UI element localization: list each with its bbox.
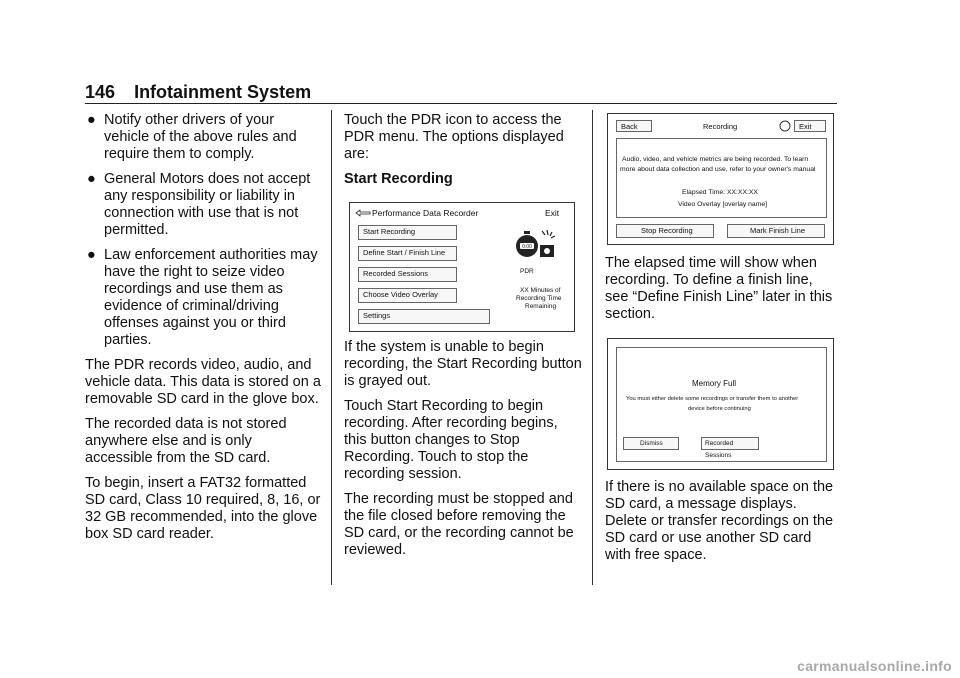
back-button[interactable]: Back <box>616 120 652 132</box>
column-2 <box>344 112 582 196</box>
exit-button[interactable]: Exit <box>794 120 826 132</box>
paragraph: If the system is unable to begin recording, the Start Recording button is grayed out. <box>344 339 582 389</box>
column-2-lower <box>344 339 582 567</box>
paragraph: The recorded data is not stored anywhere else and is only accessible from the SD card. <box>85 416 287 466</box>
choose-video-overlay-button[interactable]: Choose Video Overlay <box>358 288 457 303</box>
column-3 <box>605 255 840 331</box>
watermark: carmanualsonline.info <box>797 658 952 674</box>
remaining-time-line1: XX Minutes of <box>520 287 561 294</box>
paragraph: If there is no available space on the SD card, a message displays. Delete or transfer recordings on the SD card or use another SD card with free space. <box>605 479 834 563</box>
exit-link[interactable]: Exit <box>545 208 560 218</box>
svg-text:0:00: 0:00 <box>522 244 532 250</box>
paragraph: The elapsed time will show when recording. To define a finish line, see “Define Finish Line” later in this section. <box>605 255 833 322</box>
remaining-time-line2: Recording Time <box>516 295 562 302</box>
memory-full-screenshot <box>607 338 834 470</box>
column-1 <box>85 112 321 551</box>
mark-finish-line-button[interactable]: Mark Finish Line <box>727 224 825 238</box>
start-recording-button[interactable]: Start Recording <box>358 225 457 240</box>
stop-recording-button[interactable]: Stop Recording <box>616 224 714 238</box>
page-title: Infotainment System <box>134 82 312 102</box>
paragraph: Touch Start Recording to begin recording. After recording begins, this button changes to Stop Recording. Touch to stop the recording session. <box>344 398 558 482</box>
recorded-sessions-button[interactable]: Recorded Sessions <box>701 437 759 450</box>
paragraph: Touch the PDR icon to access the PDR menu. The options displayed are: <box>344 112 564 162</box>
recording-title: Recording <box>703 122 738 131</box>
menu-title: Performance Data Recorder <box>372 208 479 218</box>
remaining-time-line3: Remaining <box>525 303 557 310</box>
dismiss-button[interactable]: Dismiss <box>623 437 679 450</box>
paragraph: The PDR records video, audio, and vehicle data. This data is stored on a removable SD card in the glove box. <box>85 357 321 407</box>
recording-message-line2: more about data collection and use, refer to your owner's manual <box>620 166 816 173</box>
record-status-icon <box>779 120 791 132</box>
pdr-stopwatch-camera-icon[interactable] <box>512 227 558 265</box>
bullet-item: ● General Motors does not accept any responsibility or liability in connection with use that is not permitted. <box>87 171 311 238</box>
pdr-icon-label: PDR <box>520 268 534 275</box>
column-divider <box>331 110 332 585</box>
header-rule <box>85 103 837 104</box>
bullet-item: ● Notify other drivers of your vehicle of the above rules and require them to comply. <box>87 112 297 162</box>
section-subheading: Start Recording <box>344 171 453 187</box>
recording-screenshot <box>607 113 834 245</box>
elapsed-time: Elapsed Time: XX:XX:XX <box>682 189 758 196</box>
memory-title: Memory Full <box>692 379 737 388</box>
memory-message-line2: device before continuing <box>688 406 751 412</box>
video-overlay: Video Overlay [overlay name] <box>678 201 768 208</box>
paragraph: To begin, insert a FAT32 formatted SD card, Class 10 required, 8, 16, or 32 GB recommended, into the glove box SD card reader. <box>85 475 321 542</box>
paragraph: The recording must be stopped and the file closed before removing the SD card, or the recording cannot be reviewed. <box>344 491 574 558</box>
pdr-menu-screenshot <box>349 202 575 332</box>
define-start-finish-button[interactable]: Define Start / Finish Line <box>358 246 457 261</box>
recording-message-line1: Audio, video, and vehicle metrics are being recorded. To learn <box>622 156 809 163</box>
column-3-lower <box>605 479 840 572</box>
bullet-item: ● Law enforcement authorities may have the right to seize video recordings and use them as evidence of criminal/driving offenses against you or third parties. <box>87 247 318 348</box>
column-divider <box>592 110 593 585</box>
recorded-sessions-button[interactable]: Recorded Sessions <box>358 267 457 282</box>
settings-button[interactable]: Settings <box>358 309 490 324</box>
memory-message-line1: You must either delete some recordings or transfer them to another <box>626 396 799 402</box>
page-number: 146 <box>85 82 116 102</box>
back-arrow-icon <box>355 209 371 217</box>
page-header <box>85 82 311 103</box>
